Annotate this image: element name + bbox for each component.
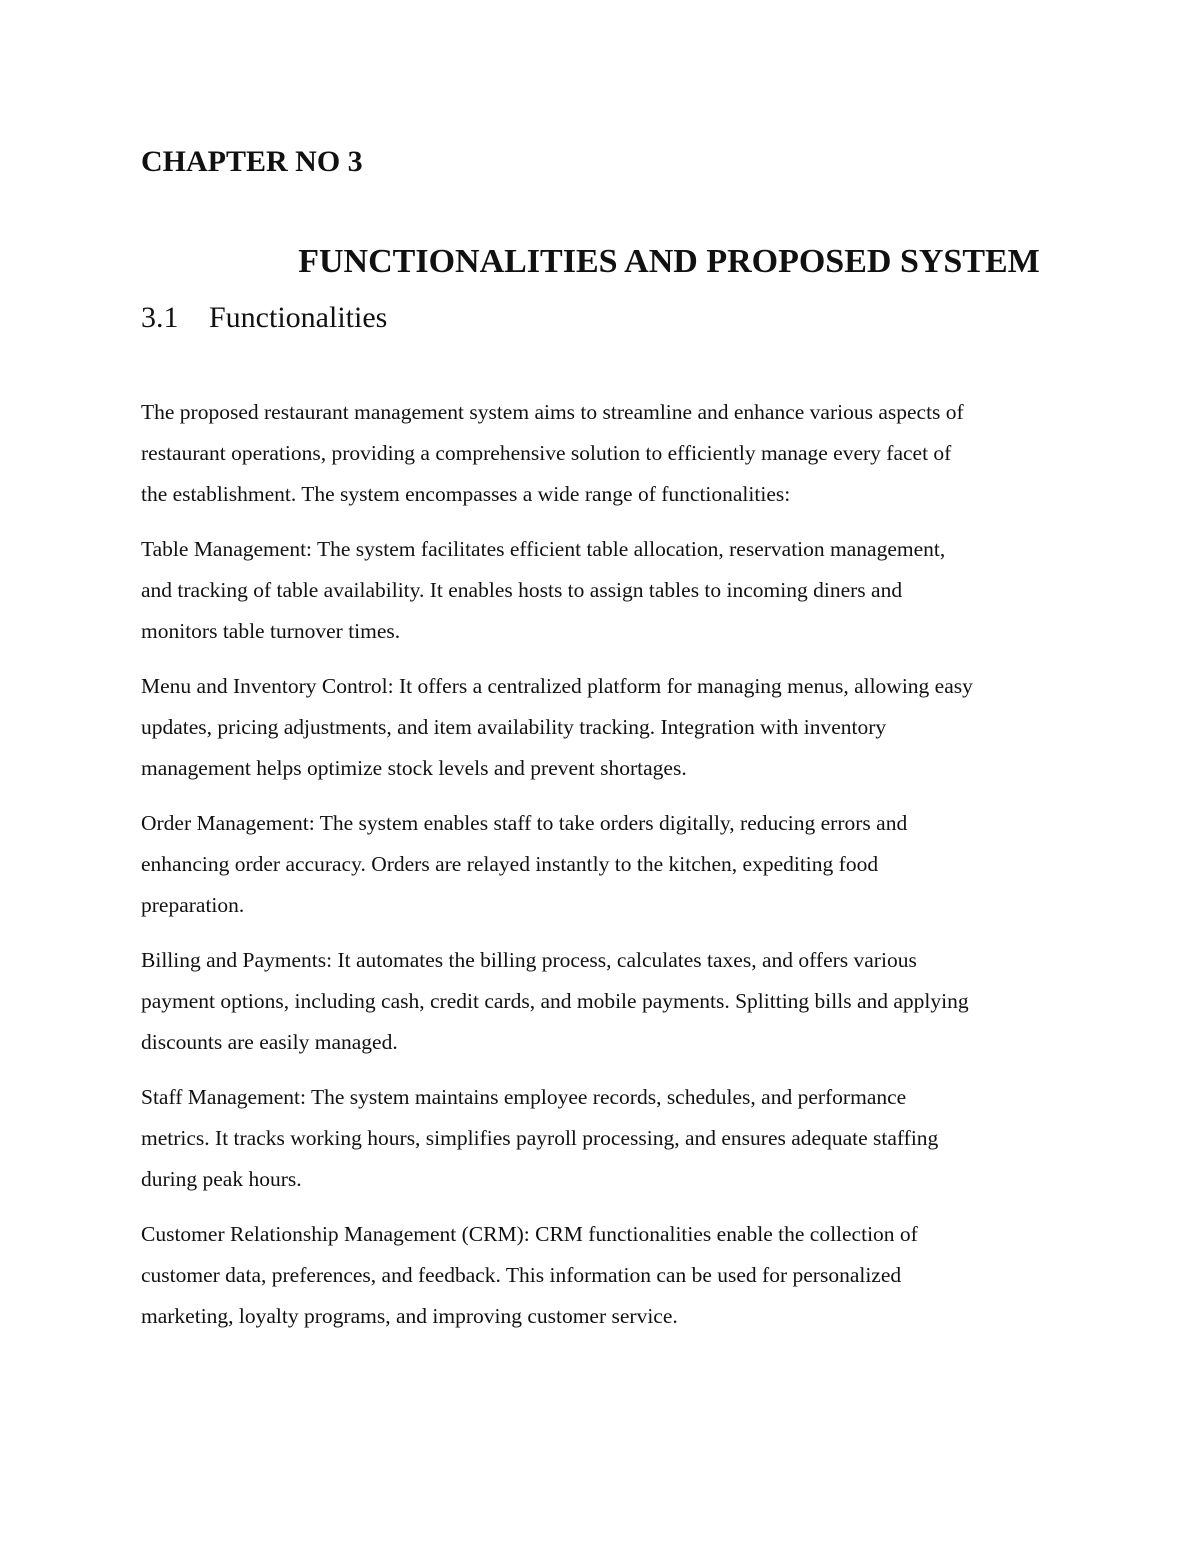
text-line: The proposed restaurant management system aims to streamline and enhance various aspects of (141, 400, 964, 424)
text-line: customer data, preferences, and feedback. This information can be used for personalized (141, 1263, 902, 1287)
paragraph-table-management (141, 529, 1071, 652)
text-line: preparation. (141, 893, 245, 917)
text-line: metrics. It tracks working hours, simplifies payroll processing, and ensures adequate staffing (141, 1126, 939, 1150)
text-line: Customer Relationship Management (CRM): CRM functionalities enable the collection of (141, 1222, 918, 1246)
body-text (141, 392, 1071, 1351)
section-number: 3.1 (141, 301, 179, 334)
text-line: during peak hours. (141, 1167, 302, 1191)
text-line: Table Management: The system facilitates efficient table allocation, reservation management, (141, 537, 946, 561)
text-line: Staff Management: The system maintains employee records, schedules, and performance (141, 1085, 907, 1109)
text-line: Billing and Payments: It automates the billing process, calculates taxes, and offers various (141, 948, 917, 972)
text-line: marketing, loyalty programs, and improving customer service. (141, 1304, 678, 1328)
text-line: enhancing order accuracy. Orders are relayed instantly to the kitchen, expediting food (141, 852, 879, 876)
text-line: monitors table turnover times. (141, 619, 401, 643)
paragraph-menu-inventory (141, 666, 1071, 789)
paragraph-billing-payments (141, 940, 1071, 1063)
paragraph-staff-management (141, 1077, 1071, 1200)
text-line: discounts are easily managed. (141, 1030, 398, 1054)
text-line: and tracking of table availability. It enables hosts to assign tables to incoming diners and (141, 578, 903, 602)
paragraph-order-management (141, 803, 1071, 926)
text-line: the establishment. The system encompasses a wide range of functionalities: (141, 482, 791, 506)
paragraph-intro (141, 392, 1071, 515)
text-line: management helps optimize stock levels and prevent shortages. (141, 756, 687, 780)
chapter-label: CHAPTER NO 3 (141, 145, 363, 178)
text-line: restaurant operations, providing a comprehensive solution to efficiently manage every facet of (141, 441, 952, 465)
text-line: Menu and Inventory Control: It offers a centralized platform for managing menus, allowing easy (141, 674, 973, 698)
section-title: Functionalities (209, 301, 388, 334)
text-line: updates, pricing adjustments, and item availability tracking. Integration with inventory (141, 715, 887, 739)
text-line: payment options, including cash, credit cards, and mobile payments. Splitting bills and applying (141, 989, 969, 1013)
section-heading (141, 298, 387, 338)
paragraph-crm (141, 1214, 1071, 1337)
text-line: Order Management: The system enables staff to take orders digitally, reducing errors and (141, 811, 908, 835)
chapter-title: FUNCTIONALITIES AND PROPOSED SYSTEM (298, 243, 1040, 280)
